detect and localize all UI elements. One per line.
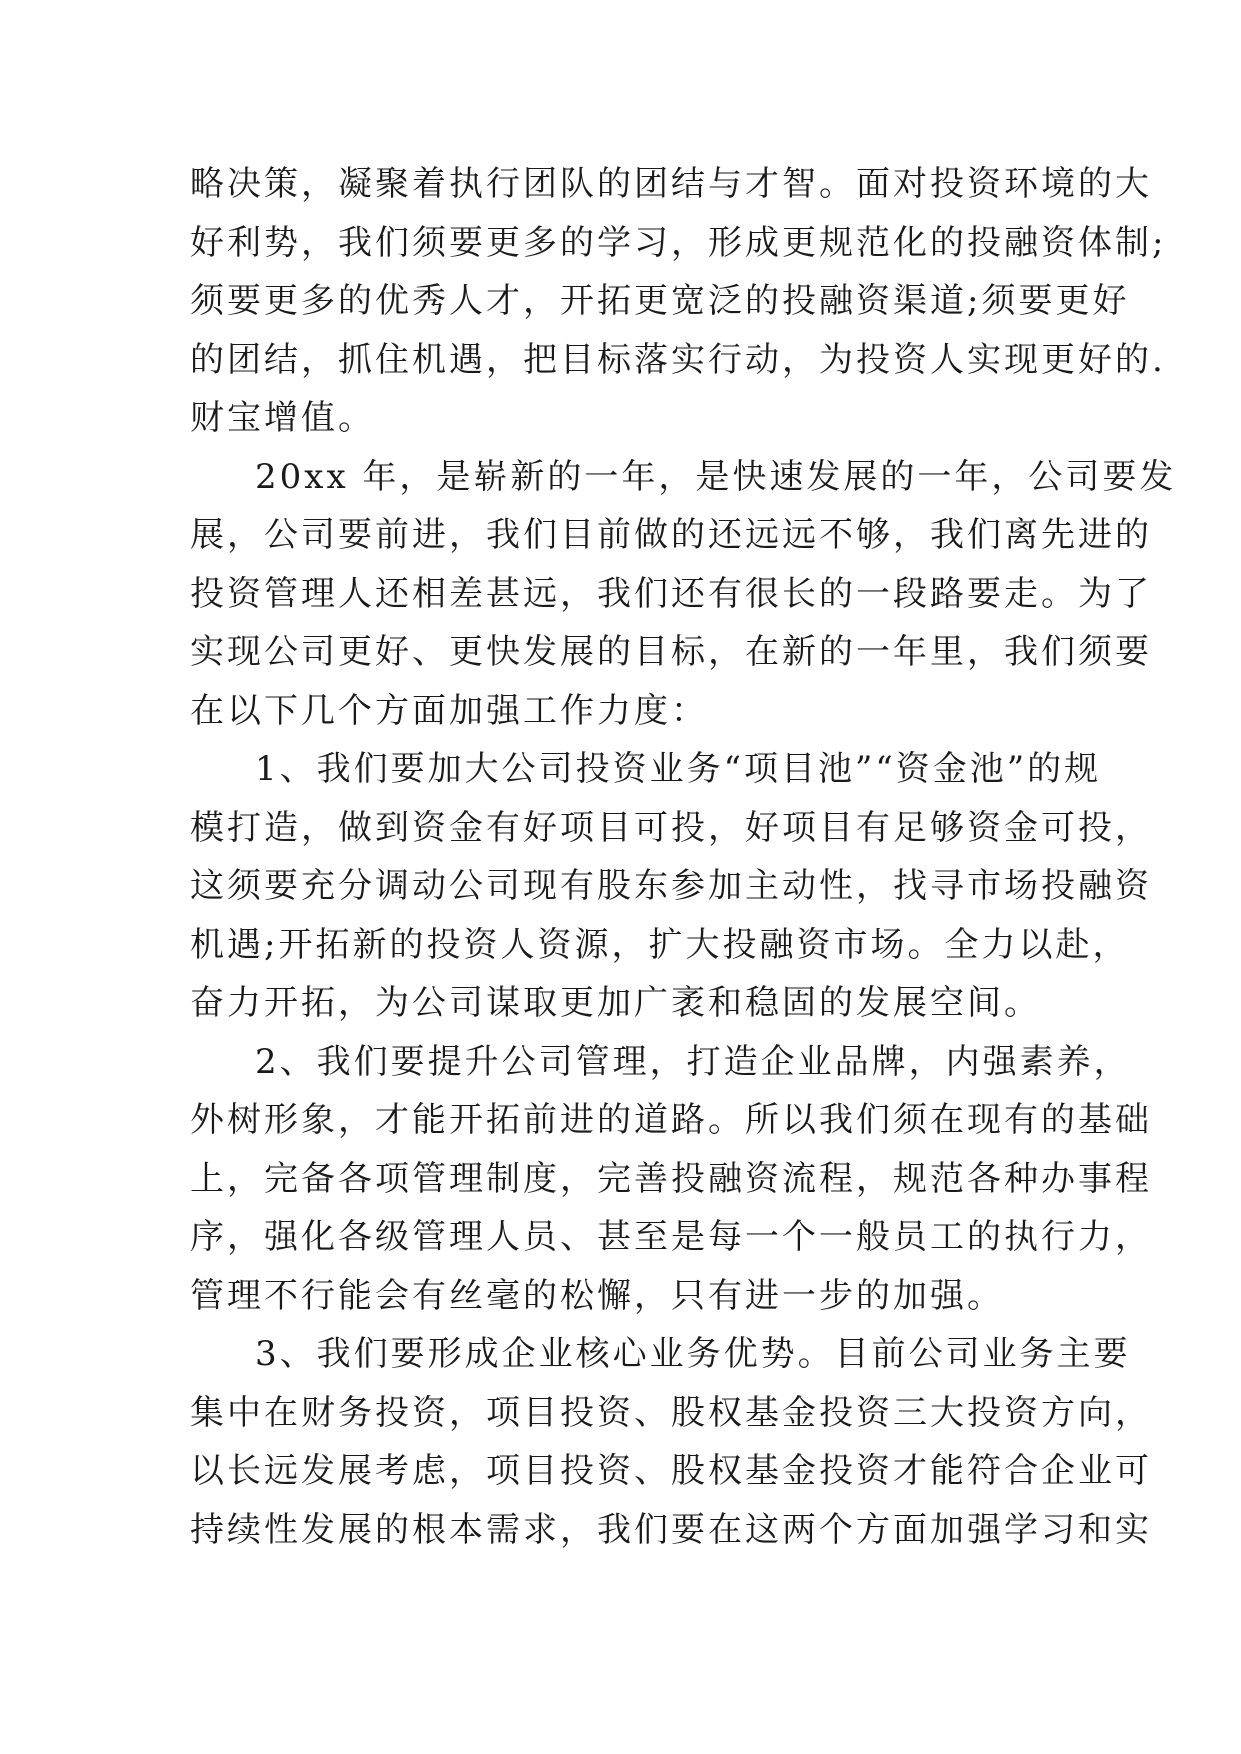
text-line: 实现公司更好、更快发展的目标，在新的一年里，我们须要 [190,632,1152,672]
text-line: 集中在财务投资，项目投资、股权基金投资三大投资方向， [190,1392,1152,1433]
text-line: 机遇;开拓新的投资人资源，扩大投融资市场。全力以赴， [190,924,1130,965]
text-line: 管理不行能会有丝毫的松懈，只有进一步的加强。 [190,1275,1004,1316]
text-line: 展，公司要前进，我们目前做的还远远不够，我们离先进的 [190,515,1152,555]
text-line: 持续性发展的根本需求，我们要在这两个方面加强学习和实 [190,1509,1152,1550]
text-line: 的团结，抓住机遇，把目标落实行动，为投资人实现更好的. [190,339,1166,380]
text-line: 须要更多的优秀人才，开拓更宽泛的投融资渠道;须要更好 [190,281,1130,321]
paragraph-first-line: 2、我们要提升公司管理，打造企业品牌，内强素养， [255,1041,1131,1082]
text-line: 以长远发展考虑，项目投资、股权基金投资才能符合企业可 [190,1451,1152,1491]
paragraph-first-line: 20xx 年，是崭新的一年，是快速发展的一年，公司要发 [255,456,1177,497]
text-line: 模打造，做到资金有好项目可投，好项目有足够资金可投， [190,807,1152,848]
text-line: 在以下几个方面加强工作力度： [190,690,708,731]
text-line: 序，强化各级管理人员、甚至是每一个一般员工的执行力， [190,1217,1152,1257]
text-line: 投资管理人还相差甚远，我们还有很长的一段路要走。为了 [190,573,1152,614]
text-line: 好利势，我们须要更多的学习，形成更规范化的投融资体制; [190,222,1167,263]
text-line: 这须要充分调动公司现有股东参加主动性，找寻市场投融资 [190,866,1152,906]
paragraph-first-line: 1、我们要加大公司投资业务“项目池”“资金池”的规 [255,749,1102,789]
text-line: 财宝增值。 [190,398,375,438]
text-line: 上，完备各项管理制度，完善投融资流程，规范各种办事程 [190,1158,1152,1199]
paragraph-first-line: 3、我们要形成企业核心业务优势。目前公司业务主要 [255,1334,1131,1374]
text-line: 奋力开拓，为公司谋取更加广袤和稳固的发展空间。 [190,983,1041,1023]
body-text [190,155,1177,1559]
text-line: 略决策，凝聚着执行团队的团结与才智。面对投资环境的大 [190,164,1152,204]
text-line: 外树形象，才能开拓前进的道路。所以我们须在现有的基础 [190,1100,1152,1140]
